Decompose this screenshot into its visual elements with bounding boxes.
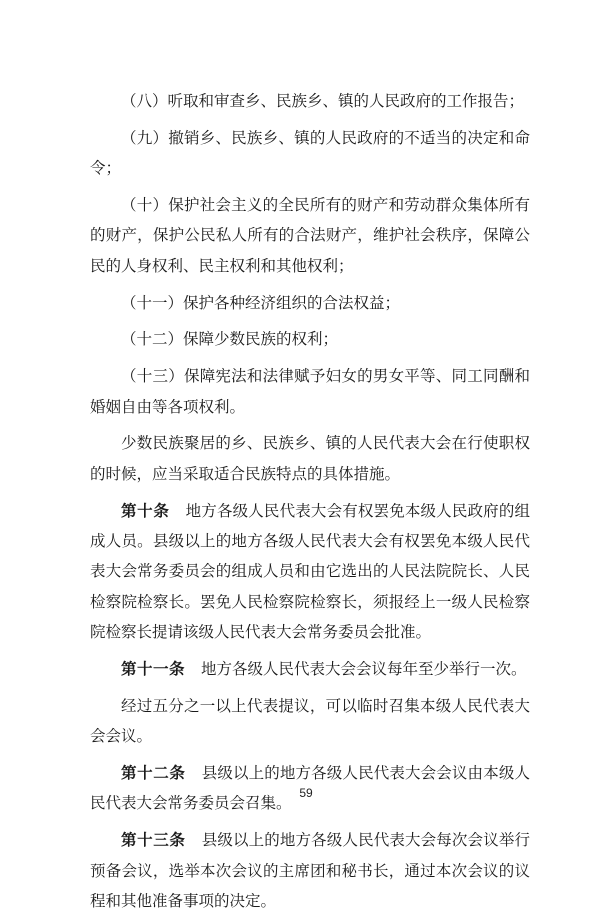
paragraph-text: （十二）保障少数民族的权利； (121, 330, 339, 349)
paragraph-text: （九）撤销乡、民族乡、镇的人民政府的不适当的决定和命令； (90, 128, 530, 178)
article-10 (90, 496, 530, 648)
list-item-13 (90, 361, 530, 422)
article-11-clause (90, 691, 530, 752)
page-number: 59 (299, 786, 313, 800)
list-item-11 (90, 288, 530, 318)
list-item-10 (90, 190, 530, 281)
paragraph-text: 少数民族聚居的乡、民族乡、镇的人民代表大会在行使职权的时候，应当采取适合民族特点的具体措施。 (90, 434, 530, 483)
article-number: 第十一条 (121, 660, 186, 679)
article-text: 地方各级人民代表大会有权罢免本级人民政府的组成人员。县级以上的地方各级人民代表大会有权罢免本级人民代表大会常务委员会的组成人员和由它选出的人民法院院长、人民检察院检察长。罢免人民检察院检察长，须报经上一级人民检察院检察长提请该级人民代表大会常务委员会批准。 (90, 501, 530, 642)
paragraph-text: （八）听取和审查乡、民族乡、镇的人民政府的工作报告； (121, 92, 525, 110)
article-text: 县级以上的地方各级人民代表大会会议由本级人民代表大会常务委员会召集。 (90, 764, 530, 813)
list-item-8 (90, 86, 530, 116)
list-item-12 (90, 324, 530, 354)
article-number: 第十二条 (121, 764, 186, 783)
article-text: 县级以上的地方各级人民代表大会每次会议举行预备会议，选举本次会议的主席团和秘书长，通过本次会议的议程和其他准备事项的决定。 (90, 831, 530, 911)
article-number: 第十三条 (121, 831, 186, 850)
article-11 (90, 654, 530, 684)
article-13 (90, 825, 530, 916)
paragraph-text: 经过五分之一以上代表提议，可以临时召集本级人民代表大会会议。 (90, 696, 530, 746)
list-item-9 (90, 123, 530, 184)
article-text: 地方各级人民代表大会会议每年至少举行一次。 (201, 660, 527, 679)
paragraph-text: （十三）保障宪法和法律赋予妇女的男女平等、同工同酬和婚姻自由等各项权利。 (90, 367, 530, 416)
ethnic-townships-paragraph (90, 428, 530, 489)
paragraph-text: （十）保护社会主义的全民所有的财产和劳动群众集体所有的财产，保护公民私人所有的合法财产，维护社会秩序，保障公民的人身权利、民主权利和其他权利； (90, 196, 530, 275)
article-number: 第十条 (121, 501, 170, 520)
paragraph-text: （十一）保护各种经济组织的合法权益； (121, 293, 401, 312)
